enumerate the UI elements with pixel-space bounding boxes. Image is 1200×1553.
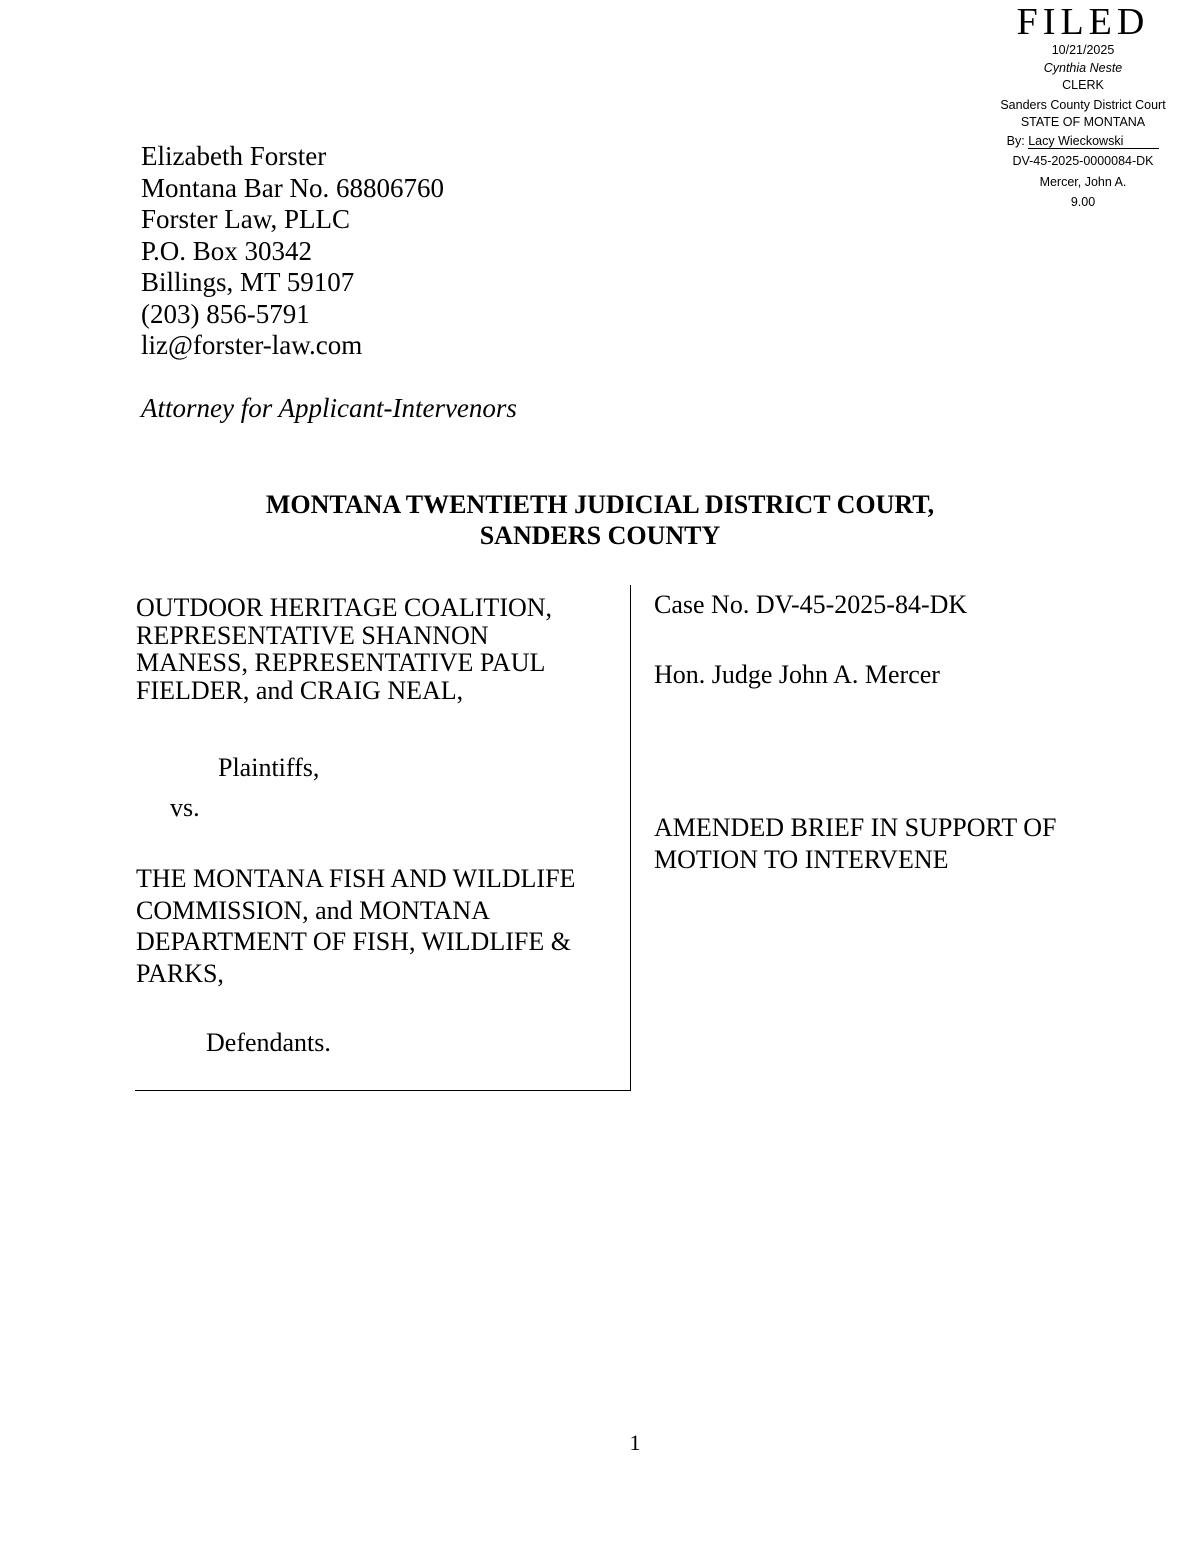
attorney-po-box: P.O. Box 30342 bbox=[141, 235, 313, 266]
attorney-name: Elizabeth Forster bbox=[141, 141, 327, 171]
case-number: Case No. DV-45-2025-84-DK bbox=[654, 590, 968, 619]
defendants-line: THE MONTANA FISH AND WILDLIFE bbox=[136, 864, 576, 893]
court-title-line-1: MONTANA TWENTIETH JUDICIAL DISTRICT COURT, bbox=[265, 490, 935, 519]
clerk-name: Cynthia Neste bbox=[1043, 60, 1123, 75]
stamp-judge: Mercer, John A. bbox=[1039, 174, 1127, 189]
versus-label: vs. bbox=[170, 793, 200, 822]
defendants-list bbox=[136, 863, 616, 989]
stamp-by-label: By: bbox=[1006, 133, 1025, 148]
plaintiffs-line: FIELDER, and CRAIG NEAL, bbox=[136, 675, 464, 705]
attorney-role: Attorney for Applicant-Intervenors bbox=[141, 392, 517, 423]
document-title bbox=[654, 812, 1134, 875]
filed-stamp bbox=[980, 1, 1186, 212]
attorney-city: Billings, MT 59107 bbox=[141, 267, 355, 297]
plaintiffs-label: Plaintiffs, bbox=[218, 753, 320, 782]
attorney-bar-number: Montana Bar No. 68806760 bbox=[141, 172, 444, 203]
presiding-judge: Hon. Judge John A. Mercer bbox=[654, 660, 940, 689]
attorney-block bbox=[141, 141, 517, 424]
plaintiffs-line: MANESS, REPRESENTATIVE PAUL bbox=[136, 648, 546, 677]
plaintiffs-list bbox=[136, 594, 616, 704]
document-title-line: AMENDED BRIEF IN SUPPORT OF bbox=[654, 813, 1057, 842]
plaintiffs-line: REPRESENTATIVE SHANNON bbox=[136, 620, 489, 650]
stamp-code: 9.00 bbox=[1070, 195, 1096, 209]
plaintiffs-line: OUTDOOR HERITAGE COALITION, bbox=[136, 593, 553, 622]
stamp-state: STATE OF MONTANA bbox=[1020, 115, 1146, 129]
stamp-by bbox=[980, 133, 1186, 151]
filed-date: 10/21/2025 bbox=[1051, 43, 1115, 57]
court-title-line-2: SANDERS COUNTY bbox=[479, 521, 721, 550]
clerk-title: CLERK bbox=[1062, 78, 1104, 92]
attorney-email: liz@forster-law.com bbox=[141, 330, 363, 360]
defendants-line: COMMISSION, and MONTANA bbox=[136, 895, 490, 925]
defendants-line: DEPARTMENT OF FISH, WILDLIFE & bbox=[136, 927, 571, 956]
defendants-line: PARKS, bbox=[136, 958, 224, 988]
court-title bbox=[0, 489, 1200, 551]
attorney-phone: (203) 856-5791 bbox=[141, 298, 310, 329]
filed-heading: FILED bbox=[1016, 1, 1150, 43]
page-number: 1 bbox=[629, 1430, 641, 1455]
caption-parties bbox=[135, 585, 631, 1091]
document-title-line: MOTION TO INTERVENE bbox=[654, 844, 949, 874]
stamp-court: Sanders County District Court bbox=[1000, 97, 1166, 112]
stamp-docket: DV-45-2025-0000084-DK bbox=[1012, 154, 1154, 168]
defendants-label: Defendants. bbox=[206, 1028, 331, 1057]
stamp-by-name: Lacy Wieckowski bbox=[1028, 134, 1159, 149]
attorney-firm: Forster Law, PLLC bbox=[141, 204, 350, 234]
